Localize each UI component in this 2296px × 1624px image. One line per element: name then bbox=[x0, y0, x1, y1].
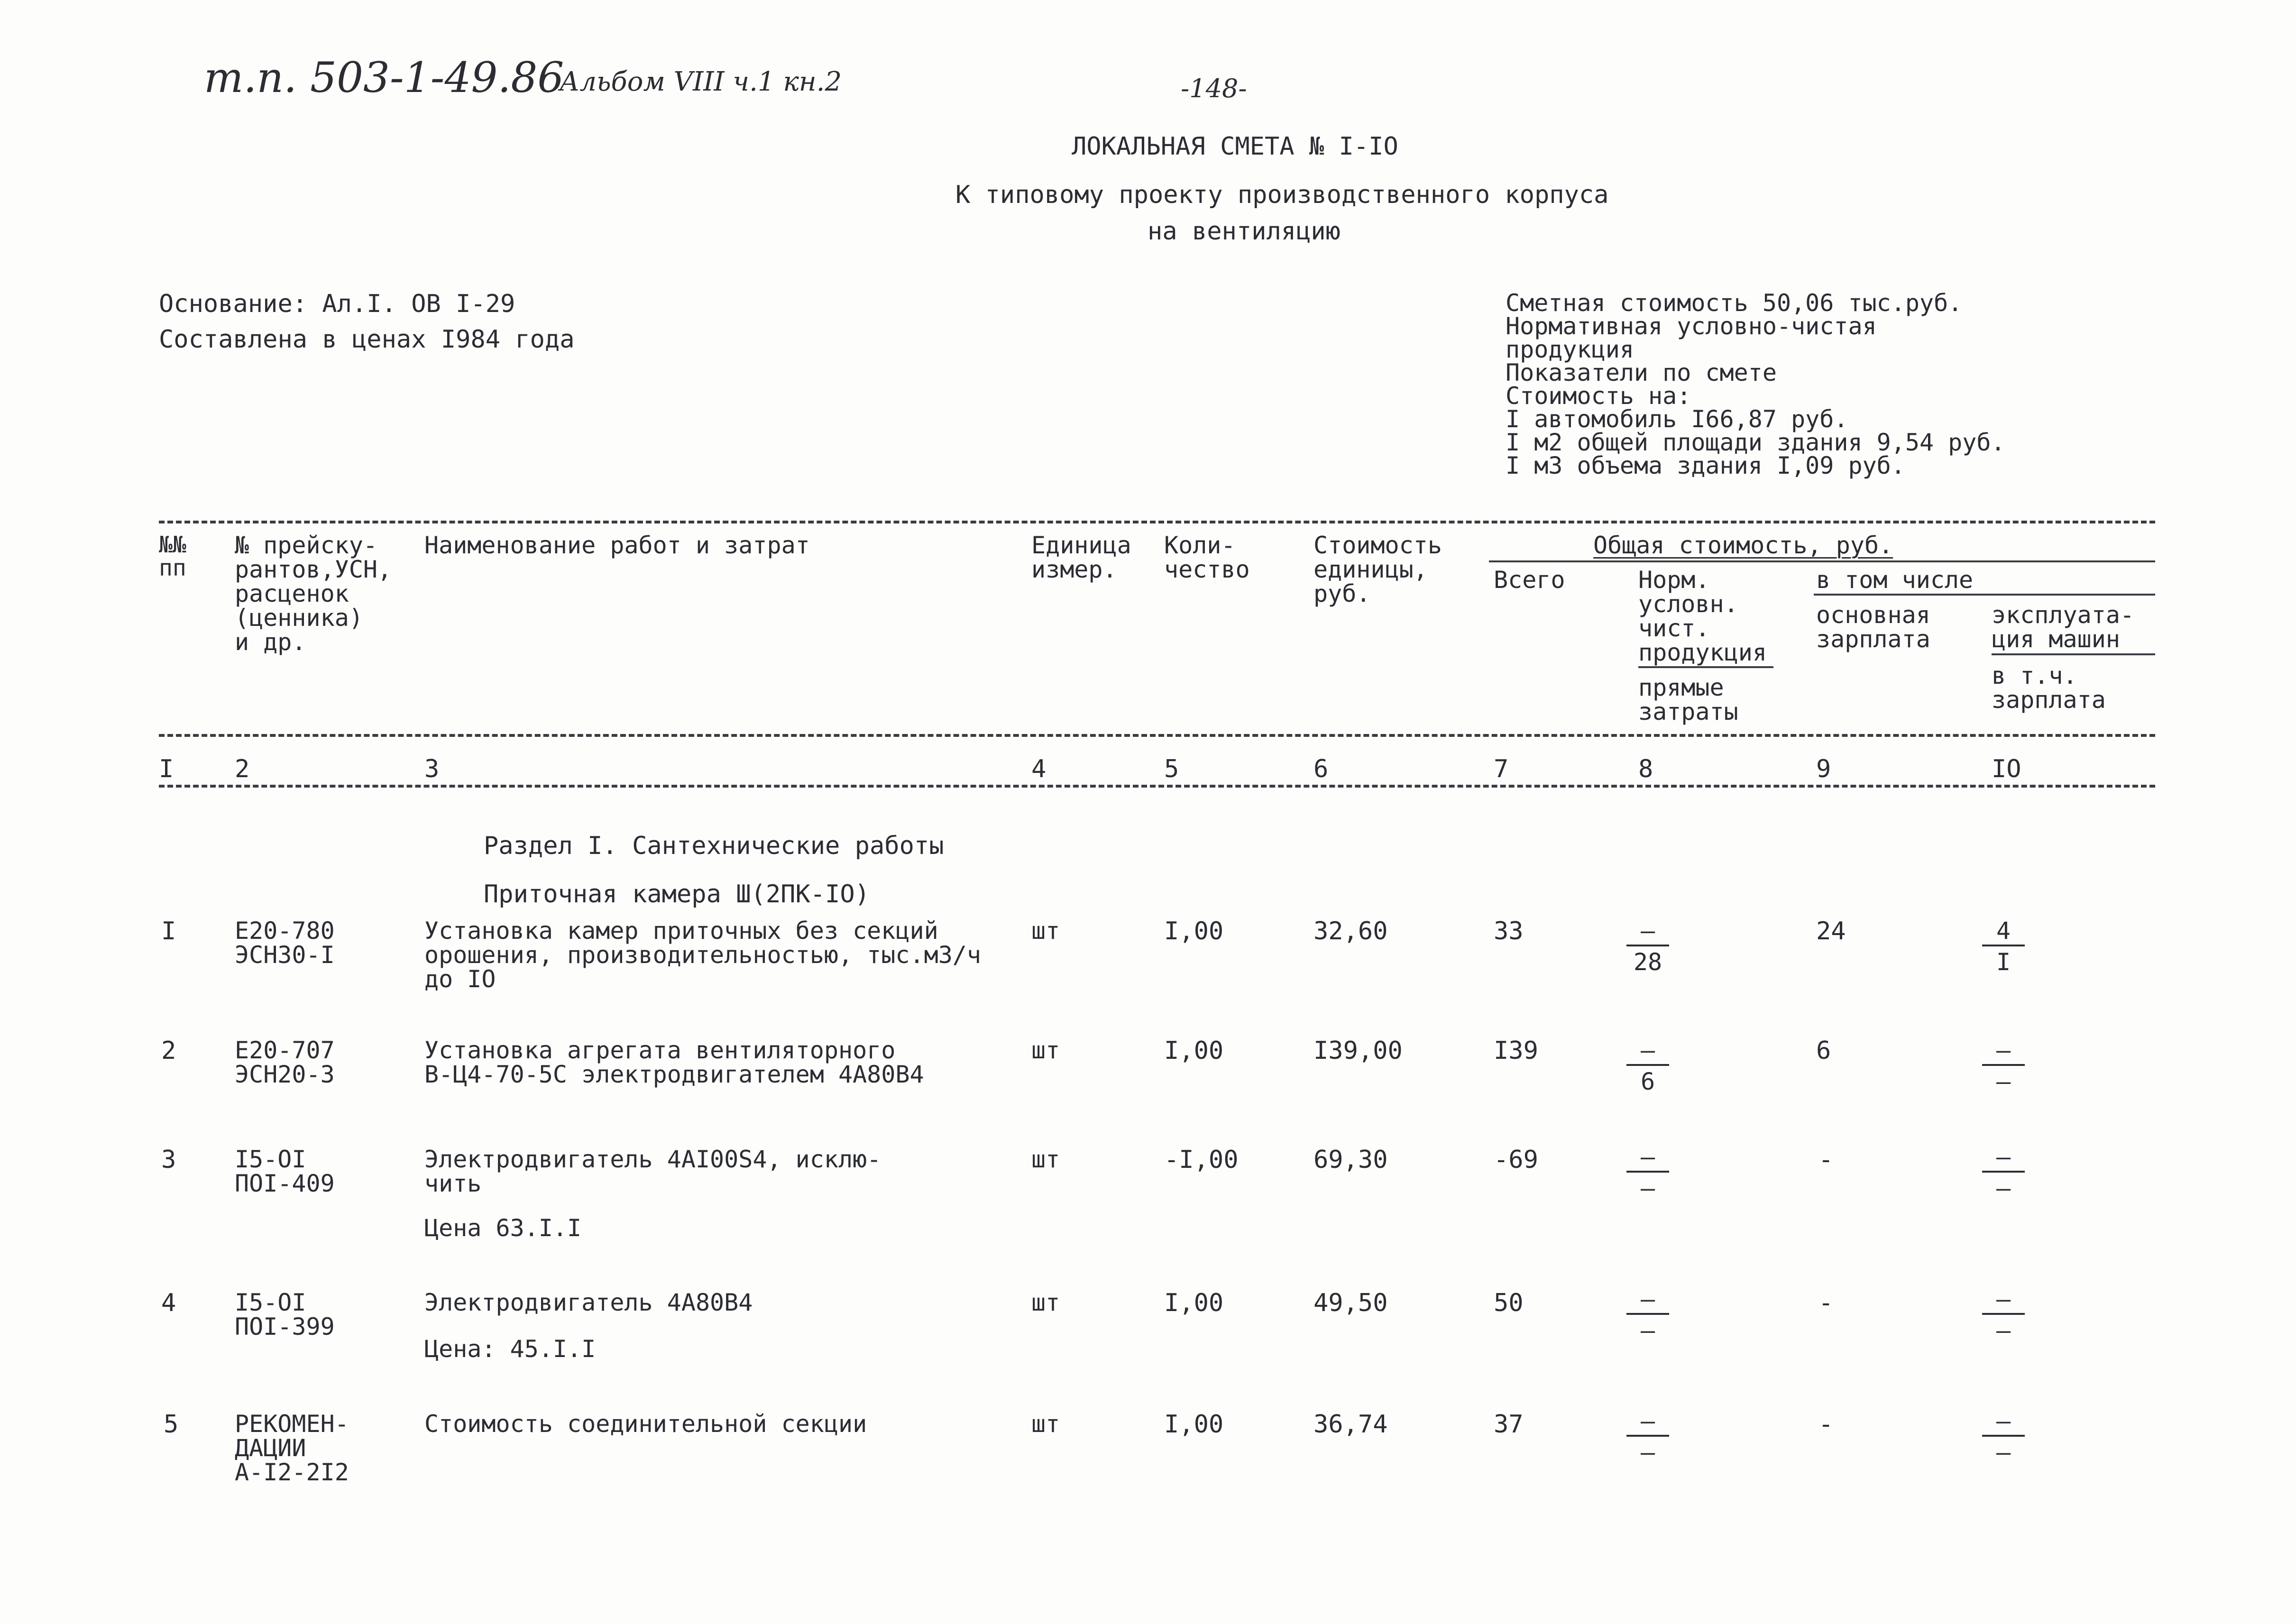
indicator-line: Стоимость на: bbox=[1506, 382, 1691, 410]
table-top-rule bbox=[159, 521, 2155, 523]
row-unit-cost: 49,50 bbox=[1313, 1289, 1388, 1317]
fraction-bottom: I bbox=[1996, 948, 2011, 976]
row-unit-cost: I39,00 bbox=[1313, 1037, 1403, 1065]
fraction-top: – bbox=[1640, 1285, 1655, 1313]
row-base-salary: - bbox=[1818, 1410, 1834, 1439]
fraction-bar bbox=[1982, 945, 2025, 946]
indicator-line: продукция bbox=[1506, 336, 1634, 363]
fraction-top: – bbox=[1996, 1143, 2011, 1171]
row-quantity: I,00 bbox=[1164, 1037, 1224, 1065]
row-unit: шт bbox=[1031, 1410, 1060, 1438]
indicator-line: I автомобиль I66,87 руб. bbox=[1506, 405, 1848, 433]
column-number: 4 bbox=[1031, 755, 1047, 783]
row-total: 37 bbox=[1494, 1410, 1524, 1439]
estimate-title: ЛОКАЛЬНАЯ СМЕТА № I-IO bbox=[1072, 132, 1398, 161]
row-unit: шт bbox=[1031, 917, 1060, 945]
row-number: 2 bbox=[161, 1037, 176, 1065]
row-quantity: -I,00 bbox=[1164, 1146, 1239, 1174]
indicator-line: Нормативная условно-чистая bbox=[1506, 312, 1877, 340]
column-number: IO bbox=[1992, 755, 2021, 783]
row-name: Стоимость соединительной секции bbox=[424, 1410, 867, 1438]
header-col-machine-operation: эксплуата- ция машин bbox=[1992, 601, 2135, 653]
fraction-bottom: 6 bbox=[1640, 1068, 1655, 1095]
net-product-underline bbox=[1638, 666, 1773, 668]
fraction-bottom: – bbox=[1996, 1174, 2011, 1202]
row-number: I bbox=[161, 917, 176, 945]
row-total: 33 bbox=[1494, 917, 1524, 945]
row-code: Е20-780 ЭСН30-I bbox=[235, 917, 335, 969]
row-code: I5-OI ПОI-399 bbox=[235, 1289, 335, 1340]
row-name: Электродвигатель 4АI00S4, исклю- чить bbox=[424, 1146, 882, 1197]
header-col-name: Наименование работ и затрат bbox=[424, 532, 810, 559]
column-number: 9 bbox=[1816, 755, 1831, 783]
fraction-bottom: – bbox=[1640, 1174, 1655, 1202]
row-net-product-fraction bbox=[1626, 1409, 1669, 1464]
header-col-incl-salary: в т.ч. зарплата bbox=[1992, 662, 2106, 714]
fraction-top: – bbox=[1640, 1407, 1655, 1435]
row-machine-fraction bbox=[1982, 919, 2025, 974]
fraction-bar bbox=[1982, 1064, 2025, 1066]
indicator-line: I м2 общей площади здания 9,54 руб. bbox=[1506, 429, 2005, 456]
row-total: -69 bbox=[1494, 1146, 1538, 1174]
row-base-salary: 6 bbox=[1816, 1037, 1831, 1065]
fraction-top: – bbox=[1640, 1143, 1655, 1171]
row-quantity: I,00 bbox=[1164, 1289, 1224, 1317]
basis-text: Основание: Ал.I. ОВ I-29 bbox=[159, 290, 515, 318]
fraction-bar bbox=[1626, 1435, 1669, 1437]
header-col-number: №№ пп bbox=[159, 532, 186, 581]
row-code: Е20-707 ЭСН20-3 bbox=[235, 1037, 335, 1088]
row-unit-cost: 32,60 bbox=[1313, 917, 1388, 945]
fraction-top: – bbox=[1640, 1037, 1655, 1064]
fraction-bottom: – bbox=[1640, 1317, 1655, 1344]
row-name: Установка агрегата вентиляторного В-Ц4-70-5С электродвигателем 4А80В4 bbox=[424, 1037, 924, 1088]
fraction-bar bbox=[1982, 1435, 2025, 1437]
fraction-top: – bbox=[1640, 917, 1655, 945]
row-base-salary: - bbox=[1818, 1289, 1834, 1317]
fraction-bar bbox=[1626, 1313, 1669, 1315]
column-number: 5 bbox=[1164, 755, 1179, 783]
page-number: -148- bbox=[1181, 73, 1247, 103]
column-number: 3 bbox=[424, 755, 440, 783]
header-including-rule bbox=[1814, 594, 2155, 596]
header-col-unit-cost: Стоимость единицы, руб. bbox=[1313, 532, 1442, 607]
header-col-pricelist: № прейску- рантов,УСН, расценок (ценника) и др. bbox=[235, 532, 392, 656]
header-col-unit: Единица измер. bbox=[1031, 532, 1131, 583]
row-code: I5-OI ПОI-409 bbox=[235, 1146, 335, 1197]
fraction-bar bbox=[1982, 1313, 2025, 1315]
row-unit: шт bbox=[1031, 1146, 1060, 1173]
column-number: I bbox=[159, 755, 174, 783]
indicator-line: Сметная стоимость 50,06 тыс.руб. bbox=[1506, 289, 1963, 317]
fraction-bottom: – bbox=[1996, 1068, 2011, 1095]
header-col-total: Всего bbox=[1494, 566, 1565, 594]
prices-year-text: Составлена в ценах I984 года bbox=[159, 325, 575, 354]
column-numbers-rule bbox=[159, 785, 2155, 788]
header-col-quantity: Коли- чество bbox=[1164, 532, 1250, 583]
project-title-line1: К типовому проекту производственного корпуса bbox=[955, 181, 1609, 209]
row-net-product-fraction bbox=[1626, 1287, 1669, 1342]
fraction-bottom: – bbox=[1640, 1439, 1655, 1466]
estimate-indicators bbox=[1506, 289, 2005, 479]
row-unit: шт bbox=[1031, 1289, 1060, 1316]
header-total-cost: Общая стоимость, руб. bbox=[1593, 532, 1893, 559]
column-number: 2 bbox=[235, 755, 250, 783]
section-title: Раздел I. Сантехнические работы bbox=[484, 832, 944, 860]
row-base-salary: 24 bbox=[1816, 917, 1846, 945]
row-total: I39 bbox=[1494, 1037, 1538, 1065]
row-net-product-fraction bbox=[1626, 1038, 1669, 1093]
column-number: 8 bbox=[1638, 755, 1653, 783]
indicator-line: I м3 объема здания I,09 руб. bbox=[1506, 452, 1905, 479]
fraction-top: – bbox=[1996, 1285, 2011, 1313]
row-number: 4 bbox=[161, 1289, 176, 1317]
machine-operation-underline bbox=[1992, 653, 2155, 655]
section-subtitle: Приточная камера Ш(2ПК-IO) bbox=[484, 880, 870, 908]
column-number: 7 bbox=[1494, 755, 1509, 783]
row-quantity: I,00 bbox=[1164, 917, 1224, 945]
row-unit: шт bbox=[1031, 1037, 1060, 1064]
fraction-bar bbox=[1982, 1171, 2025, 1173]
row-number: 5 bbox=[164, 1410, 179, 1439]
header-total-cost-rule bbox=[1489, 560, 2155, 562]
tp-code-handwritten: т.п. 503-1-49.86 bbox=[204, 53, 564, 102]
table-header-bottom-rule bbox=[159, 734, 2155, 737]
row-unit-cost: 36,74 bbox=[1313, 1410, 1388, 1439]
header-col-base-salary: основная зарплата bbox=[1816, 601, 1930, 653]
header-col-net-product: Норм. условн. чист. продукция bbox=[1638, 566, 1767, 666]
row-machine-fraction bbox=[1982, 1409, 2025, 1464]
row-name: Установка камер приточных без секций орошения, производительностью, тыс.м3/ч до IO bbox=[424, 917, 981, 993]
row-unit-cost: 69,30 bbox=[1313, 1146, 1388, 1174]
row-code: РЕКОМЕН- ДАЦИИ А-I2-2I2 bbox=[235, 1410, 349, 1486]
row-number: 3 bbox=[161, 1146, 176, 1174]
fraction-bottom: 28 bbox=[1633, 948, 1662, 976]
fraction-bottom: – bbox=[1996, 1439, 2011, 1466]
header-including: в том числе bbox=[1816, 566, 1974, 594]
fraction-bar bbox=[1626, 1064, 1669, 1066]
row-net-product-fraction bbox=[1626, 919, 1669, 974]
row-quantity: I,00 bbox=[1164, 1410, 1224, 1439]
fraction-top: – bbox=[1996, 1407, 2011, 1435]
fraction-top: 4 bbox=[1996, 917, 2011, 945]
row-price-note: Цена 63.I.I bbox=[424, 1214, 582, 1242]
fraction-top: – bbox=[1996, 1037, 2011, 1064]
row-machine-fraction bbox=[1982, 1145, 2025, 1200]
row-machine-fraction bbox=[1982, 1038, 2025, 1093]
row-price-note: Цена: 45.I.I bbox=[424, 1335, 596, 1363]
fraction-bar bbox=[1626, 1171, 1669, 1173]
row-total: 50 bbox=[1494, 1289, 1524, 1317]
indicator-line: Показатели по смете bbox=[1506, 359, 1777, 386]
row-name: Электродвигатель 4А80В4 bbox=[424, 1289, 753, 1316]
header-col-direct-costs: прямые затраты bbox=[1638, 674, 1738, 725]
fraction-bottom: – bbox=[1996, 1317, 2011, 1344]
column-number: 6 bbox=[1313, 755, 1329, 783]
album-handwritten: Альбом VIII ч.1 кн.2 bbox=[560, 66, 842, 97]
row-base-salary: - bbox=[1818, 1146, 1834, 1174]
row-machine-fraction bbox=[1982, 1287, 2025, 1342]
project-title-line2: на вентиляцию bbox=[1148, 217, 1341, 246]
fraction-bar bbox=[1626, 945, 1669, 946]
row-net-product-fraction bbox=[1626, 1145, 1669, 1200]
